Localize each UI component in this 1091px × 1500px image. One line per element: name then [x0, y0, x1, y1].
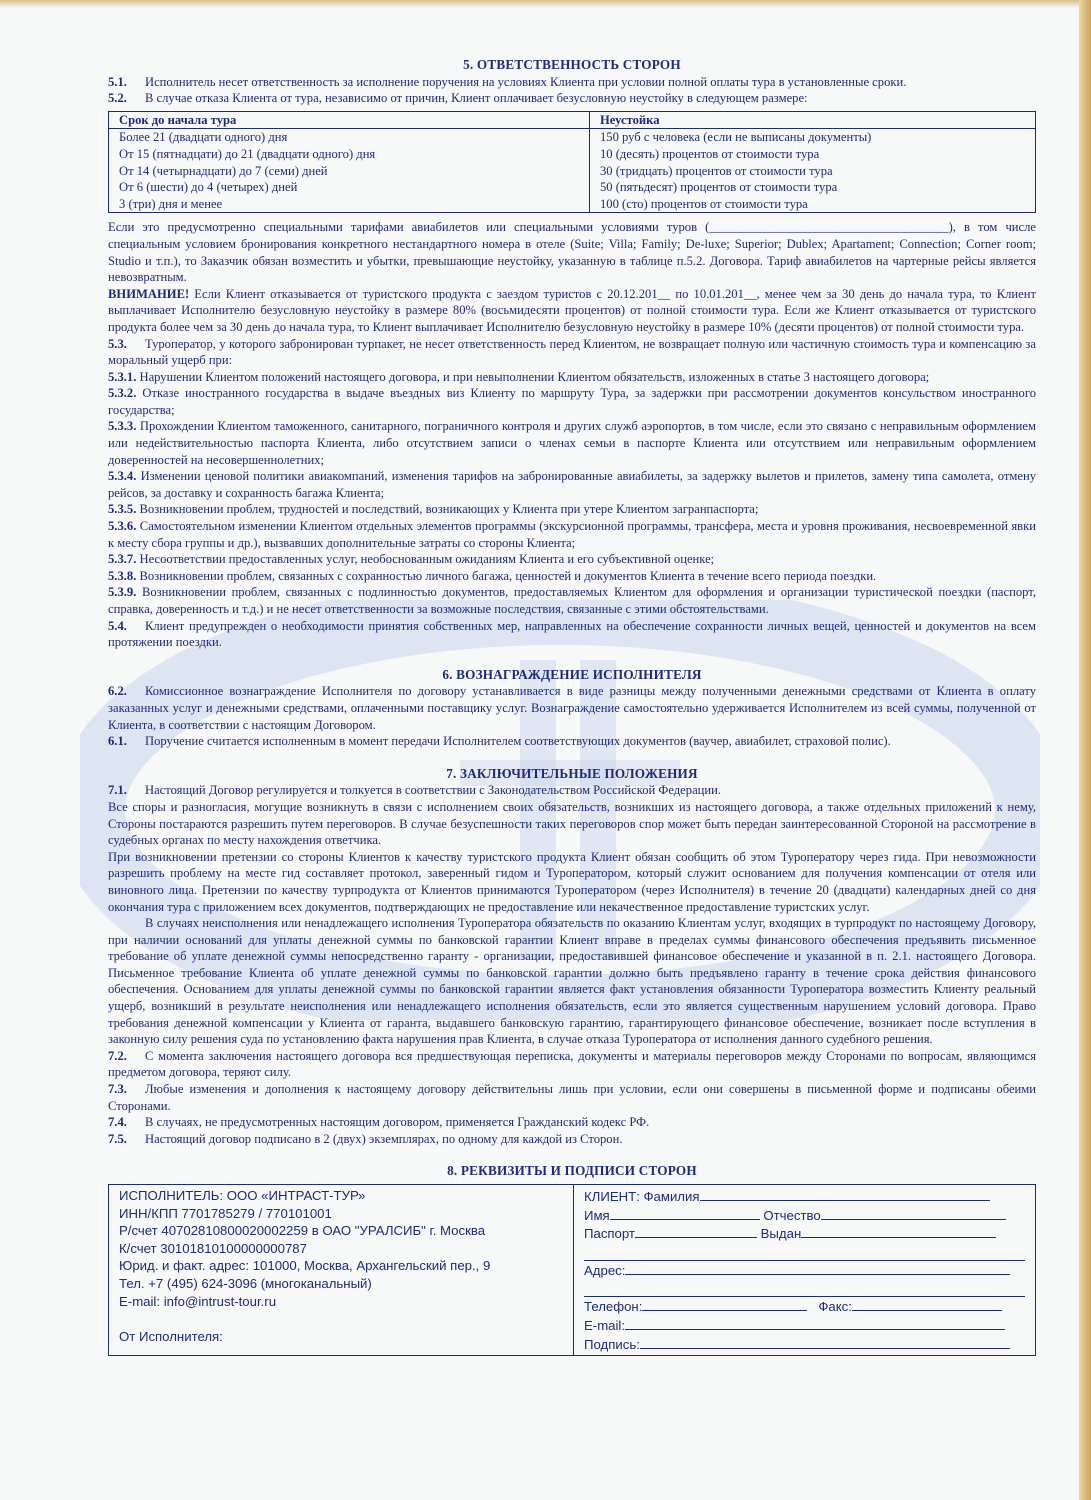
- penalty-amount-column: [590, 129, 1036, 213]
- client-passport-label: Паспорт: [584, 1226, 635, 1242]
- special-tariffs-paragraph: Если это предусмотренно специальными тарифами авиабилетов или специальными условиями туров (______________________________________), в том числе специальным условием бронирования конкретного нестандартного номера в отеле (Suite; Villa; Family; De-luxe; Superior; Dublex; Apartament; Connection; Corner room; Studio и т.п.), то Заказчик обязан возместить и убытки, превышающие неустойку, указанную в таблице п.5.2. Договора. Тариф авиабилетов на чартерные рейсы является невозвратным.: [108, 220, 1036, 285]
- table-cell: От 6 (шести) до 4 (четырех) дней: [119, 180, 298, 195]
- section-5-title: 5. ОТВЕТСТВЕННОСТЬ СТОРОН: [463, 57, 681, 72]
- client-passport-field[interactable]: [635, 1224, 757, 1238]
- clause-6-1: 6.1. Поручение считается исполненным в момент передачи Исполнителем соответствующих документов (ваучер, авиабилет, страховой полис).: [108, 734, 891, 749]
- clause-5-4: 5.4. Клиент предупрежден о необходимости принятия собственных мер, направленных на обеспечение сохранности личных вещей, ценностей и документов на всем протяжении поездки.: [108, 618, 1036, 650]
- table-cell: 3 (три) дня и менее: [119, 196, 223, 211]
- section-8-title: 8. РЕКВИЗИТЫ И ПОДПИСИ СТОРОН: [447, 1163, 697, 1179]
- client-issued-label: Выдан: [760, 1226, 802, 1242]
- penalty-table-header-penalty: Неустойка: [590, 111, 1036, 129]
- client-address-label: Адрес:: [584, 1262, 626, 1278]
- executor-signature-label: От Исполнителя:: [119, 1328, 223, 1344]
- clause-7-1: 7.1. Настоящий Договор регулируется и толкуется в соответствии с Законодательством Российской Федерации.: [108, 783, 722, 798]
- client-patronymic-label: Отчество: [763, 1207, 821, 1223]
- client-fax-field[interactable]: [852, 1297, 1002, 1311]
- executor-line: Тел. +7 (495) 624-3096 (многоканальный): [119, 1275, 372, 1291]
- clause-5-3-2: 5.3.2. Отказе иностранного государства в выдаче въездных виз Клиенту по маршруту Тура, за задержки при рассмотрении документов консульством иностранного государства;: [108, 386, 1036, 417]
- client-patronymic-field[interactable]: [821, 1206, 1006, 1220]
- client-signature-label: Подпись:: [584, 1336, 640, 1352]
- warning-label: ВНИМАНИЕ!: [108, 286, 190, 301]
- claims-paragraph: При возникновении претензии со стороны Клиентов к качеству туристского продукта Клиент обязан сообщить об этом Туроператору через гида. При невозможности разрешить проблему на месте гид составляет протокол, заверенный гидом и Туроператором, который служит основанием для получения компенсации от отеля или виновного лица. Претензии по качеству турпродукта от Клиентов принимаются Туроператором (через Исполнителя) в течение 20 (двадцати) календарных дней со дня окончания тура с приложением всех документов, подтверждающих не предоставление или некачественное предоставление туристских услуг.: [108, 849, 1036, 914]
- table-cell: 30 (тридцать) процентов от стоимости тура: [600, 163, 833, 178]
- clause-7-3: 7.3. Любые изменения и дополнения к настоящему договору действительны лишь при условии, если они совершены в письменной форме и подписаны обеими Сторонами.: [108, 1082, 1036, 1113]
- scan-edge-right: [1079, 0, 1091, 1500]
- client-name-label: Имя: [584, 1207, 610, 1223]
- requisites-table: [108, 1184, 1036, 1356]
- executor-line: К/счет 30101810100000000787: [119, 1240, 307, 1256]
- client-requisites: [574, 1185, 1036, 1356]
- client-surname-label: КЛИЕНТ: Фамилия: [584, 1189, 700, 1204]
- client-fax-label: Факс:: [818, 1299, 852, 1315]
- client-phone-field[interactable]: [642, 1297, 807, 1311]
- clause-5-1: 5.1. Исполнитель несет ответственность за исполнение поручения на условиях Клиента при условии полной оплаты тура в установленные сроки.: [108, 74, 907, 89]
- clause-5-3-7: 5.3.7. Несоответствии предоставленных услуг, необоснованным ожиданиям Клиента и его субъективной оценке;: [108, 552, 715, 567]
- executor-line: ИСПОЛНИТЕЛЬ: ООО «ИНТРАСТ-ТУР»: [119, 1188, 366, 1203]
- executor-line: E-mail: info@intrust-tour.ru: [119, 1293, 277, 1309]
- client-issued-field[interactable]: [801, 1224, 996, 1238]
- clause-5-3-5: 5.3.5. Возникновении проблем, трудностей и последствий, возникающих у Клиента при утере Клиентом загранпаспорта;: [108, 502, 759, 517]
- clause-7-2: 7.2. С момента заключения настоящего договора вся предшествующая переписка, документы и материалы переговоров между Сторонами по вопросам, являющимся предметом договора, теряют силу.: [108, 1048, 1036, 1080]
- bank-guarantee-paragraph: В случаях неисполнения или ненадлежащего исполнения Туроператора обязательств по оказанию Клиентам услуг, входящих в турпродукт по настоящему Договору, при наличии оснований для уплаты денежной суммы по банковской гарантии Клиент вправе в пределах суммы финансового обеспечения предъявить письменное требование об уплате денежной суммы непосредственно гаранту - организации, предоставившей финансовое обеспечение и указанной в п. 2.1. настоящего Договора. Письменное требование Клиента об уплате денежной суммы по банковской гарантии должно быть предъявлено гаранту в течение срока действия финансового обеспечения. Основанием для уплаты денежной суммы по банковской гарантии является факт установления обязанности Туроператора возместить Клиенту реальный ущерб, возникший в результате неисполнения или ненадлежащего исполнения обязательств, если это является существенным нарушением условий договора. Право требования денежной компенсации у Клиента от гаранта, выдавшего банковскую гарантию, гарантирующего финансовое обеспечение, возникает после вступления в законную силу решения суда по установлению факта нарушения прав Клиента, в случае отказа Туроператора от исполнения данного судебного решения.: [108, 916, 1036, 1047]
- executor-line: Юрид. и факт. адрес: 101000, Москва, Архангельский пер., 9: [119, 1258, 491, 1274]
- penalty-table: [108, 111, 1036, 214]
- clause-7-4: 7.4. В случаях, не предусмотренных настоящим договором, применяется Гражданский кодекс РФ.: [108, 1115, 650, 1130]
- executor-line: ИНН/КПП 7701785279 / 770101001: [119, 1205, 332, 1221]
- client-issued-field-continuation[interactable]: [584, 1243, 1025, 1261]
- clause-7-5: 7.5. Настоящий договор подписано в 2 (двух) экземплярах, по одному для каждой из Сторон.: [108, 1131, 623, 1146]
- clause-5-3-4: 5.3.4. Изменении ценовой политики авиакомпаний, изменения тарифов на забронированные авиабилеты, за задержку вылетов и прилетов, замену типа самолета, отмену рейсов, за доставку и сохранность багажа Клиента;: [108, 469, 1036, 500]
- table-cell: 10 (десять) процентов от стоимости тура: [600, 146, 820, 161]
- table-cell: Более 21 (двадцати одного) дня: [119, 130, 288, 145]
- penalty-table-header-term: Срок до начала тура: [109, 111, 590, 129]
- section-6-title: 6. ВОЗНАГРАЖДЕНИЕ ИСПОЛНИТЕЛЯ: [442, 666, 702, 682]
- table-cell: От 14 (четырнадцати) до 7 (семи) дней: [119, 163, 328, 178]
- client-address-field-continuation[interactable]: [584, 1279, 1025, 1297]
- clause-5-3-1: 5.3.1. Нарушении Клиентом положений настоящего договора, и при невыполнении Клиентом обязательств, изложенных в статье 3 настоящего договора;: [108, 369, 930, 384]
- clause-5-3-9: 5.3.9. Возникновении проблем, связанных с подлинностью документов, предоставляемых Клиентом для оформления и организации туристической поездки (паспорт, справка, доверенность и т.д.) и не несет ответственности за возможные последствия, связанные с этими обстоятельствами.: [108, 585, 1036, 616]
- section-7-title: 7. ЗАКЛЮЧИТЕЛЬНЫЕ ПОЛОЖЕНИЯ: [446, 765, 698, 781]
- contract-text: [108, 57, 1036, 1356]
- client-address-field[interactable]: [625, 1261, 1010, 1275]
- client-name-field[interactable]: [610, 1206, 760, 1220]
- clause-5-3: 5.3. Туроператор, у которого забронирован турпакет, не несет ответственность перед Клиентом, не возвращает полную или частичную стоимость тура и компенсацию за моральный ущерб при:: [108, 336, 1036, 368]
- clause-5-2: 5.2. В случае отказа Клиента от тура, независимо от причин, Клиент оплачивает безусловную неустойку в следующем размере:: [108, 91, 808, 106]
- client-signature-field[interactable]: [640, 1335, 1010, 1349]
- clause-5-3-3: 5.3.3. Прохождении Клиентом таможенного, санитарного, пограничного контроля и других служб аэропортов, в том числе, если это связано с неправильным оформлением или недействительностью паспорта Клиента, либо отсутствием записи о членах семьи в паспорте Клиента или отсутствием или неправильным оформлением доверенностей на несовершеннолетних;: [108, 419, 1036, 467]
- executor-requisites: [109, 1185, 574, 1356]
- client-email-label: E-mail:: [584, 1317, 626, 1333]
- disputes-paragraph: Все споры и разногласия, могущие возникнуть в связи с исполнением своих обязательств, возникших из настоящего договора, а также отдельных приложений к нему, Стороны постараются разрешить путем переговоров. В случае безуспешности таких переговоров спор может быть передан заинтересованной Стороной на рассмотрение в судебных органах по месту нахождения ответчика.: [108, 799, 1036, 848]
- clause-6-2: 6.2. Комиссионное вознаграждение Исполнителя по договору устанавливается в виде разницы между полученными денежными средствами от Клиента в оплату заказанных услуг и денежными средствами, оплаченными поставщику услуг. Вознаграждение самостоятельно удерживается Исполнителем из всей суммы, полученной от Клиента, в соответствии с настоящим Договором.: [108, 684, 1036, 732]
- table-cell: 150 руб с человека (если не выписаны документы): [600, 130, 872, 145]
- table-cell: 100 (сто) процентов от стоимости тура: [600, 196, 808, 211]
- warning-paragraph: ВНИМАНИЕ! Если Клиент отказывается от туристского продукта с заездом туристов с 20.12.201__ по 10.01.201__, менее чем за 30 день до начала тура, то Клиент выплачивает Исполнителю безусловную неустойку в размере 80% (восьмидесяти процентов) от полной стоимости тура. Если же Клиент отказывается от туристского продукта более чем за 30 день до начала тура, то Клиент выплачивает Исполнителю безусловную неустойку в размере 10% (десяти процентов) от полной стоимости тура.: [108, 286, 1036, 334]
- table-cell: От 15 (пятнадцати) до 21 (двадцати одного) дня: [119, 146, 376, 161]
- client-surname-field[interactable]: [700, 1187, 990, 1201]
- scan-edge-top: [0, 0, 1091, 8]
- clause-5-3-8: 5.3.8. Возникновении проблем, связанных с сохранностью личного багажа, ценностей и документов Клиента в течение всего периода поездки.: [108, 568, 877, 583]
- penalty-term-column: [109, 129, 590, 213]
- clause-5-3-6: 5.3.6. Самостоятельном изменении Клиентом отдельных элементов программы (экскурсионной программы, трансфера, места и уровня проживания, несвоевременной явки к месту сбора группы и др.), вызвавших дополнительные затраты со стороны Клиента;: [108, 519, 1036, 550]
- client-email-field[interactable]: [625, 1316, 1005, 1330]
- client-phone-label: Телефон:: [584, 1299, 643, 1315]
- executor-line: Р/счет 40702810800020002259 в ОАО "УРАЛСИБ" г. Москва: [119, 1223, 486, 1239]
- table-cell: 50 (пятьдесят) процентов от стоимости тура: [600, 180, 838, 195]
